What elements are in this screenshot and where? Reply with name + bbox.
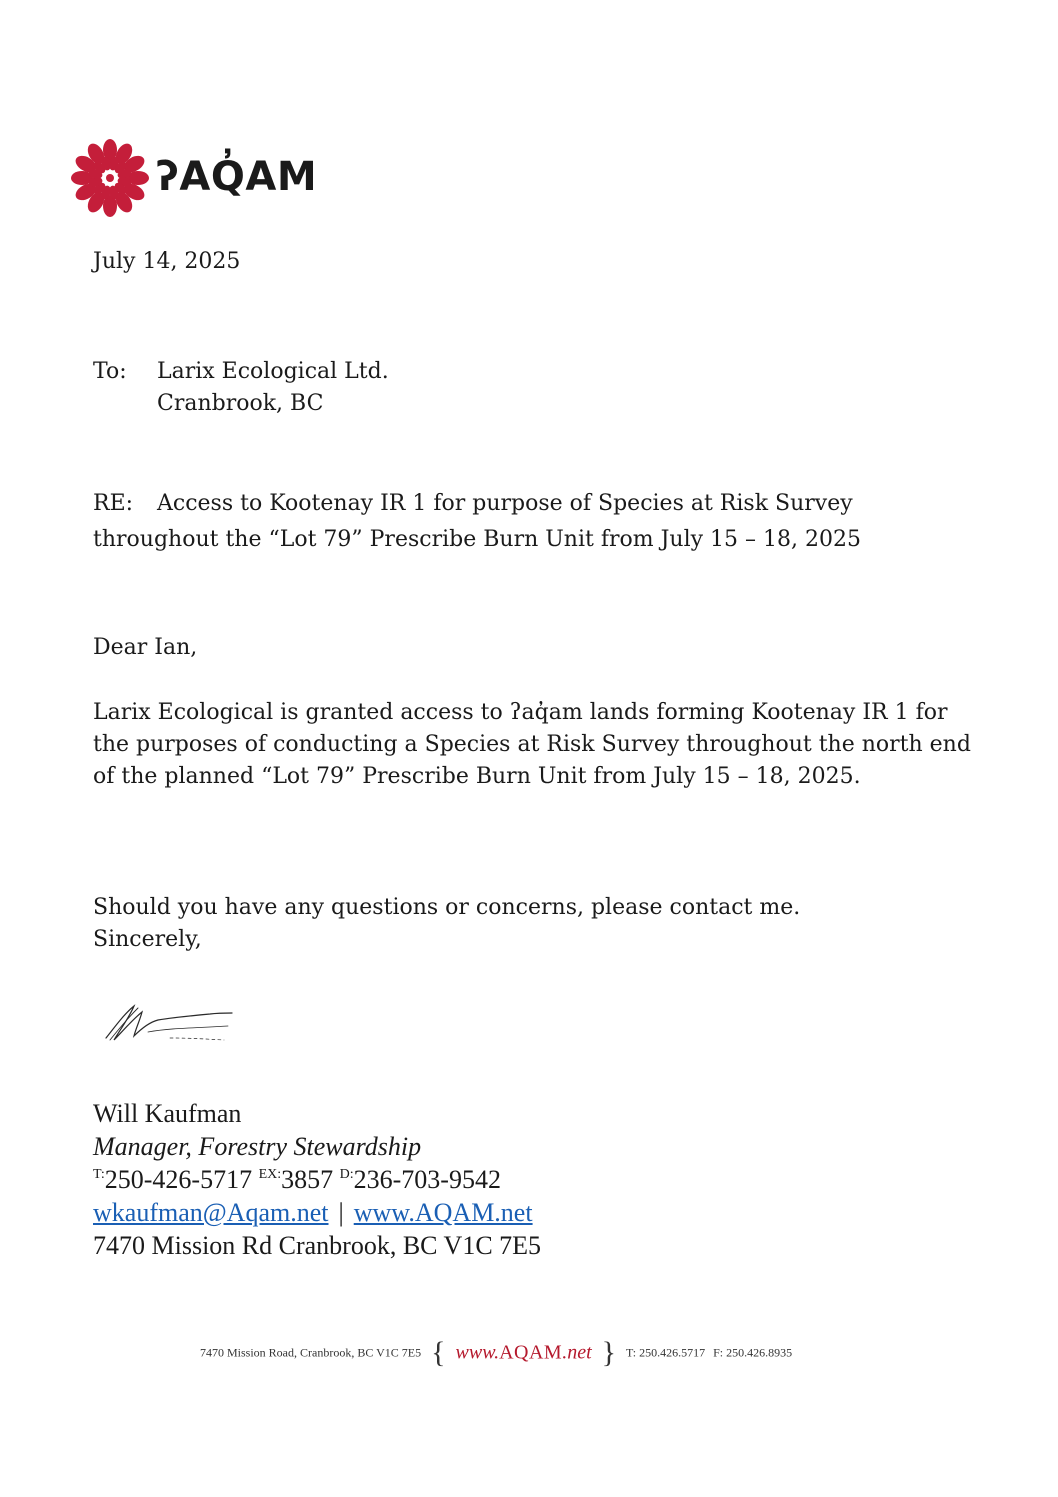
closing-sentence: Should you have any questions or concerns, please contact me. xyxy=(93,895,801,920)
salutation: Dear Ian, xyxy=(93,635,198,660)
valediction: Sincerely, xyxy=(93,927,202,952)
handwritten-signature xyxy=(100,998,240,1048)
recipient-city: Cranbrook, BC xyxy=(157,391,324,416)
footer-address: 7470 Mission Road, Cranbrook, BC V1C 7E5 xyxy=(200,1345,422,1360)
email-link[interactable]: wkaufman@Aqam.net xyxy=(93,1198,329,1227)
letter-date: July 14, 2025 xyxy=(93,249,241,274)
body-paragraph: Larix Ecological is granted access to ʔaq̓am lands forming Kootenay IR 1 for the purposes of conducting a Species at Risk Survey throughout the north end of the planned “Lot 79” Prescribe Burn Unit from July 15 – 18, 2025. xyxy=(93,700,971,789)
footer-website xyxy=(456,1342,592,1364)
phone-line xyxy=(93,1163,541,1196)
recipient-name: Larix Ecological Ltd. xyxy=(157,359,389,384)
signer-name: Will Kaufman xyxy=(93,1099,242,1128)
brand-wordmark: ʔAQ̓AM xyxy=(156,154,318,200)
signer-title: Manager, Forestry Stewardship xyxy=(93,1132,422,1161)
signature-block xyxy=(93,1097,541,1262)
flower-logo-icon xyxy=(70,138,150,218)
phone-t: 250-426-5717 xyxy=(104,1165,253,1194)
phone-ex-label: EX: xyxy=(258,1167,282,1182)
footer-web-brand: AQAM xyxy=(499,1341,563,1364)
subject-text: Access to Kootenay IR 1 for purpose of Species at Risk Survey throughout the “Lot 79” Prescribe Burn Unit from July 15 – 18, 2025 xyxy=(93,491,861,552)
closing xyxy=(93,892,800,956)
website-link[interactable]: www.AQAM.net xyxy=(353,1198,533,1227)
footer-web-suffix: .net xyxy=(562,1341,592,1364)
footer-brace-open: { xyxy=(431,1336,446,1369)
footer-web-prefix: www. xyxy=(455,1341,500,1364)
footer-fax: F: 250.426.8935 xyxy=(713,1345,793,1360)
to-label: To: xyxy=(93,359,127,384)
letterhead-footer xyxy=(200,1336,860,1372)
subject-line xyxy=(93,486,973,558)
phone-d-label: D: xyxy=(339,1167,354,1182)
footer-brace-close: } xyxy=(601,1336,617,1369)
letterhead-logo xyxy=(70,138,330,222)
phone-t-label: T: xyxy=(93,1167,105,1182)
signer-address: 7470 Mission Rd Cranbrook, BC V1C 7E5 xyxy=(93,1231,542,1260)
re-label: RE: xyxy=(93,491,134,516)
recipient-address xyxy=(157,356,389,420)
footer-phone: T: 250.426.5717 xyxy=(626,1345,706,1360)
phone-d: 236-703-9542 xyxy=(353,1165,501,1194)
link-separator: | xyxy=(338,1198,344,1227)
contact-links xyxy=(93,1196,541,1229)
phone-ex: 3857 xyxy=(281,1165,334,1194)
